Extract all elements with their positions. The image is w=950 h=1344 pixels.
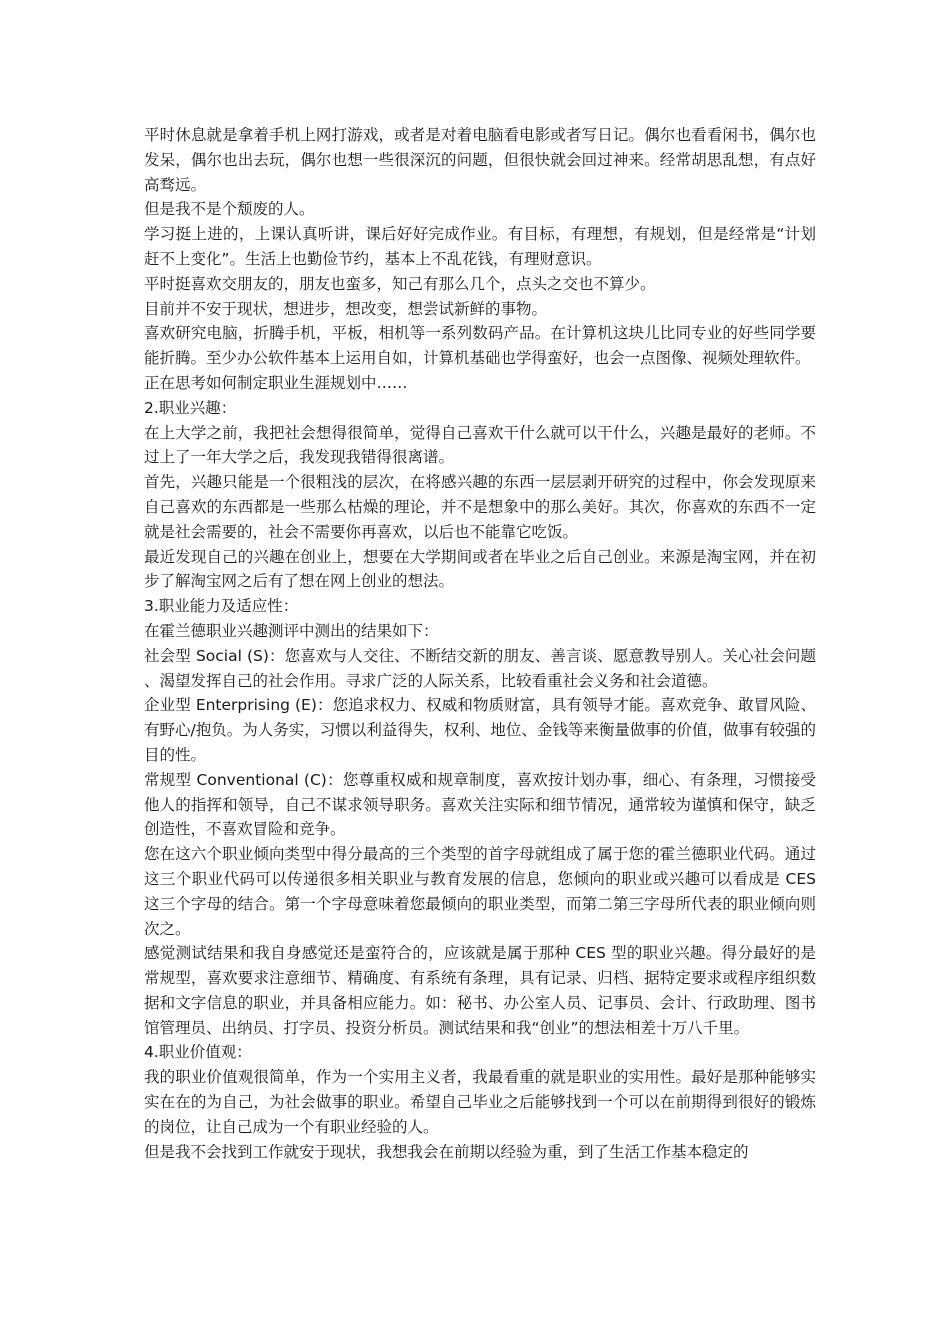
paragraph-not-decadent: 但是我不是个颓废的人。 [144,200,315,219]
paragraph-values: 我的职业价值观很简单，作为一个实用主义者，我最看重的就是职业的实用性。最好是那种能够实实在在的为自己，为社会做事的职业。希望自己毕业之后能够找到一个可以在前期得到很好的锻炼的岗位，让自己成为一个有职业经验的人。 [144,1068,816,1136]
paragraph-enterprising-type: 企业型 Enterprising (E)：您追求权力、权威和物质财富，具有领导才能。喜欢竞争、敢冒风险、有野心/抱负。为人务实，习惯以利益得失，权利、地位、金钱等来衡量做事的价值，做事有较强的目的性。 [144,696,816,764]
paragraph-test-reflection: 感觉测试结果和我自身感觉还是蛮符合的，应该就是属于那种 CES 型的职业兴趣。得分最好的是常规型，喜欢要求注意细节、精确度、有系统有条理，具有记录、归档、据特定要求或程序组织数据和文字信息的职业，并具备相应能力。如：秘书、办公室人员、记事员、会计、行政助理、图书馆管理员、出纳员、打字员、投资分析员。测试结果和我“创业”的想法相差十万八千里。 [144,944,816,1037]
paragraph-not-complacent: 但是我不会找到工作就安于现状，我想我会在前期以经验为重，到了生活工作基本稳定的 [144,1142,749,1161]
section-heading-career-values: 4.职业价值观： [144,1043,252,1062]
paragraph-conventional-type: 常规型 Conventional (C)：您尊重权威和规章制度，喜欢按计划办事，细心、有条理，习惯接受他人的指挥和领导，自己不谋求领导职务。喜欢关注实际和细节情况，通常较为谨慎和保守，缺乏创造性，不喜欢冒险和竞争。 [144,770,816,839]
section-heading-career-interest: 2.职业兴趣： [144,398,237,417]
paragraph-entrepreneurship: 最近发现自己的兴趣在创业上，想要在大学期间或者在毕业之后自己创业。来源是淘宝网，并在初步了解淘宝网之后有了想在网上创业的想法。 [144,547,816,591]
paragraph-holland-intro: 在霍兰德职业兴趣测评中测出的结果如下： [144,621,439,640]
paragraph-progress: 目前并不安于现状，想进步，想改变，想尝试新鲜的事物。 [144,299,548,318]
section-heading-career-ability: 3.职业能力及适应性： [144,597,299,616]
paragraph-planning: 正在思考如何制定职业生涯规划中…… [144,373,408,392]
document-body [144,123,816,1164]
paragraph-holland-code: 您在这六个职业倾向类型中得分最高的三个类型的首字母就组成了属于您的霍兰德职业代码。通过这三个职业代码可以传递很多相关职业与教育发展的信息，您倾向的职业或兴趣可以看成是 CES 这三个字母的结合。第一个字母意味着您最倾向的职业类型，而第二第三字母所代表的职业倾向则次之。 [144,845,816,938]
paragraph-interest-levels: 首先，兴趣只能是一个很粗浅的层次，在将感兴趣的东西一层层剥开研究的过程中，你会发现原来自己喜欢的东西都是一些那么枯燥的理论，并不是想象中的那么美好。其次，你喜欢的东西不一定就是社会需要的，社会不需要你再喜欢，以后也不能靠它吃饭。 [144,473,816,541]
paragraph-friends: 平时挺喜欢交朋友的，朋友也蛮多，知己有那么几个，点头之交也不算少。 [144,274,656,293]
paragraph-before-college: 在上大学之前，我把社会想得很简单，觉得自己喜欢干什么就可以干什么，兴趣是最好的老师。不过上了一年大学之后，我发现我错得很离谱。 [144,423,816,467]
paragraph-leisure: 平时休息就是拿着手机上网打游戏，或者是对着电脑看电影或者写日记。偶尔也看看闲书，偶尔也发呆，偶尔也出去玩，偶尔也想一些很深沉的问题，但很快就会回过神来。经常胡思乱想，有点好高骛远。 [144,126,816,194]
paragraph-computers: 喜欢研究电脑，折腾手机，平板，相机等一系列数码产品。在计算机这块儿比同专业的好些同学要能折腾。至少办公软件基本上运用自如，计算机基础也学得蛮好，也会一点图像、视频处理软件。 [144,324,816,368]
paragraph-study: 学习挺上进的，上课认真听讲，课后好好完成作业。有目标，有理想，有规划，但是经常是“计划赶不上变化”。生活上也勤俭节约，基本上不乱花钱，有理财意识。 [144,225,816,268]
paragraph-social-type: 社会型 Social (S)：您喜欢与人交往、不断结交新的朋友、善言谈、愿意教导别人。关心社会问题、渴望发挥自己的社会作用。寻求广泛的人际关系，比较看重社会义务和社会道德。 [144,646,816,690]
